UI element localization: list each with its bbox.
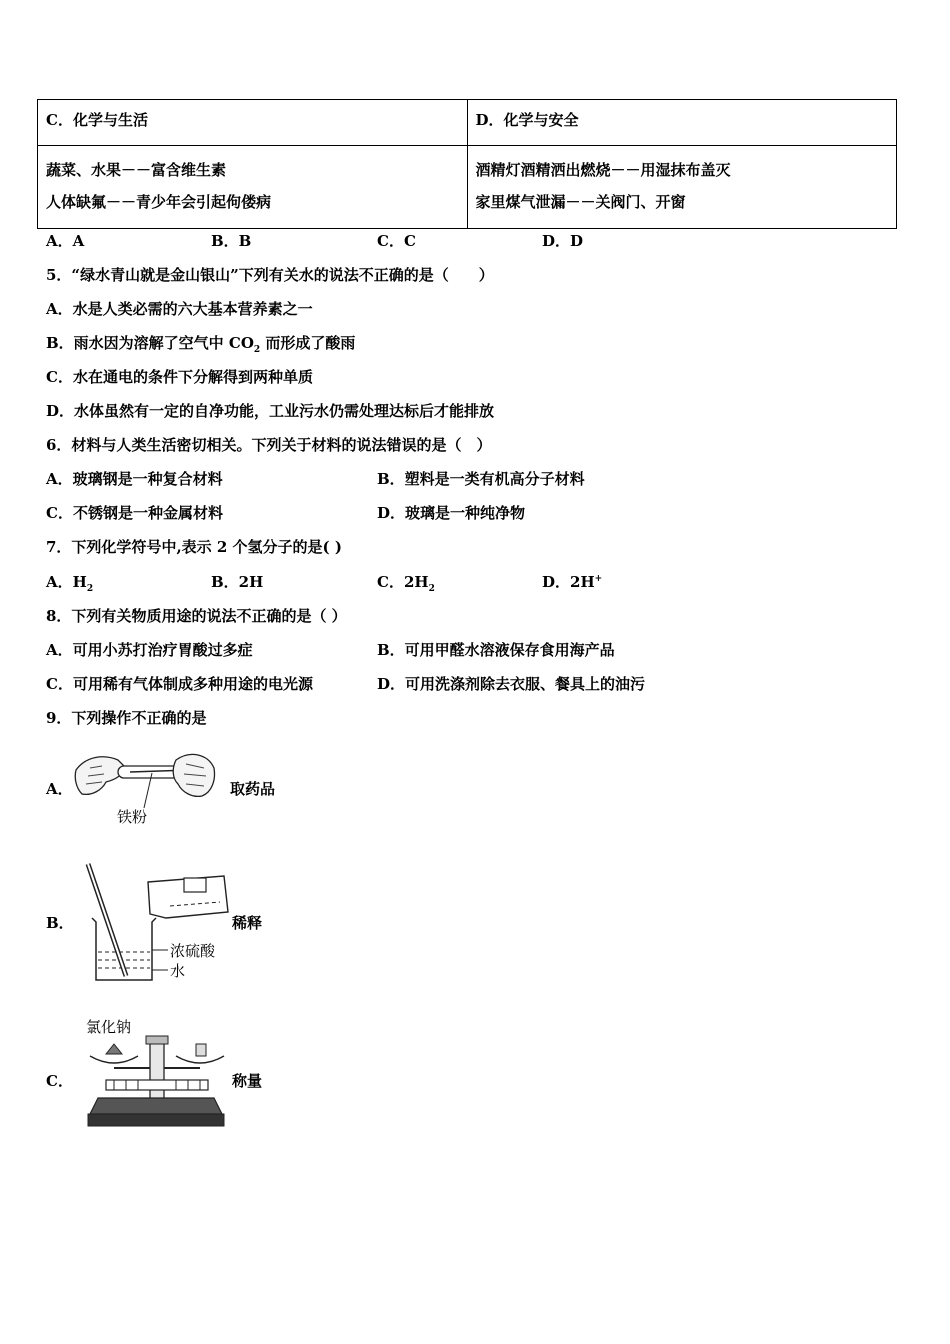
q9-a-fig-label: 铁粉 [117,808,148,826]
q5-option-b-text: B．雨水因为溶解了空气中 CO [46,334,254,352]
q6-option-a: A．玻璃钢是一种复合材料 [46,470,223,488]
q5-option-c: C．水在通电的条件下分解得到两种单质 [46,368,313,386]
q9-c-illustration [84,1014,226,1130]
q5-option-b-text-end: 而形成了酸雨 [260,334,356,352]
q9-b-label: B． [46,914,74,932]
q9-a-label: A． [46,780,73,798]
table-c-line-2: 人体缺氟－－青少年会引起佝偻病 [46,193,272,212]
q9-b-figure [80,860,230,986]
table-c-line-1: 蔬菜、水果－－富含维生素 [46,161,227,180]
q9-a-illustration [72,746,217,830]
q8-option-d: D．可用洗涤剂除去衣服、餐具上的油污 [377,675,646,693]
q9-c-caption: 称量 [232,1072,263,1090]
q7-option-c-sub: 2 [428,584,435,594]
q5-option-a: A．水是人类必需的六大基本营养素之一 [46,300,313,318]
q6-option-b: B．塑料是一类有机高分子材料 [377,470,585,488]
q9-b-illustration [80,860,230,986]
table-cell-d [467,146,897,229]
q4-option-d: D．D [542,232,584,250]
q4-option-c: C．C [377,232,416,250]
q7-option-d [542,572,602,592]
q7-option-d-text: D．2H [542,573,595,591]
table-d-line-1: 酒精灯酒精洒出燃烧－－用湿抹布盖灭 [475,161,731,180]
q4-option-b: B．B [211,232,252,250]
q8-option-b: B．可用甲醛水溶液保存食用海产品 [377,641,615,659]
q6-stem: 6．材料与人类生活密切相关。下列关于材料的说法错误的是（ ） [46,436,492,454]
q5-option-b [46,333,355,353]
q7-option-a-sub: 2 [86,584,94,594]
q7-option-c-text: C．2H [377,573,429,591]
q8-option-c: C．可用稀有气体制成多种用途的电光源 [46,675,313,693]
q6-option-c: C．不锈钢是一种金属材料 [46,504,223,522]
q9-a-figure [72,746,217,830]
q5-stem: 5．“绿水青山就是金山银山”下列有关水的说法不正确的是（ ） [46,266,494,284]
q8-stem: 8．下列有关物质用途的说法不正确的是（ ） [46,607,347,625]
q9-stem: 9．下列操作不正确的是 [46,709,207,727]
q9-a-caption: 取药品 [230,780,276,798]
q7-option-a-text: A．H [46,573,87,591]
q7-option-c [377,572,435,592]
q8-option-a: A．可用小苏打治疗胃酸过多症 [46,641,253,659]
q7-option-a [46,572,93,592]
table-header-d: D．化学与安全 [467,100,897,146]
q5-option-b-sub: 2 [253,345,261,355]
q9-b-fig-label-acid: 浓硫酸 [170,942,216,960]
q7-stem: 7．下列化学符号中,表示 2 个氢分子的是( ) [46,538,342,556]
q7-option-b: B．2H [211,573,264,591]
q5-option-d: D．水体虽然有一定的自净功能，工业污水仍需处理达标后才能排放 [46,402,495,420]
q9-c-label: C． [46,1072,73,1090]
q4-option-a: A．A [46,232,85,250]
q9-b-fig-label-water: 水 [170,962,186,980]
q9-b-caption: 稀释 [232,914,263,932]
q6-option-d: D．玻璃是一种纯净物 [377,504,526,522]
table-d-line-2: 家里煤气泄漏－－关阀门、开窗 [475,193,686,212]
table-cell-c [38,146,468,229]
q9-c-figure [84,1014,226,1130]
table-header-c: C．化学与生活 [38,100,468,146]
q9-c-fig-label: 氯化钠 [86,1018,132,1036]
q7-option-d-sup: + [594,574,603,584]
summary-table [37,99,897,229]
